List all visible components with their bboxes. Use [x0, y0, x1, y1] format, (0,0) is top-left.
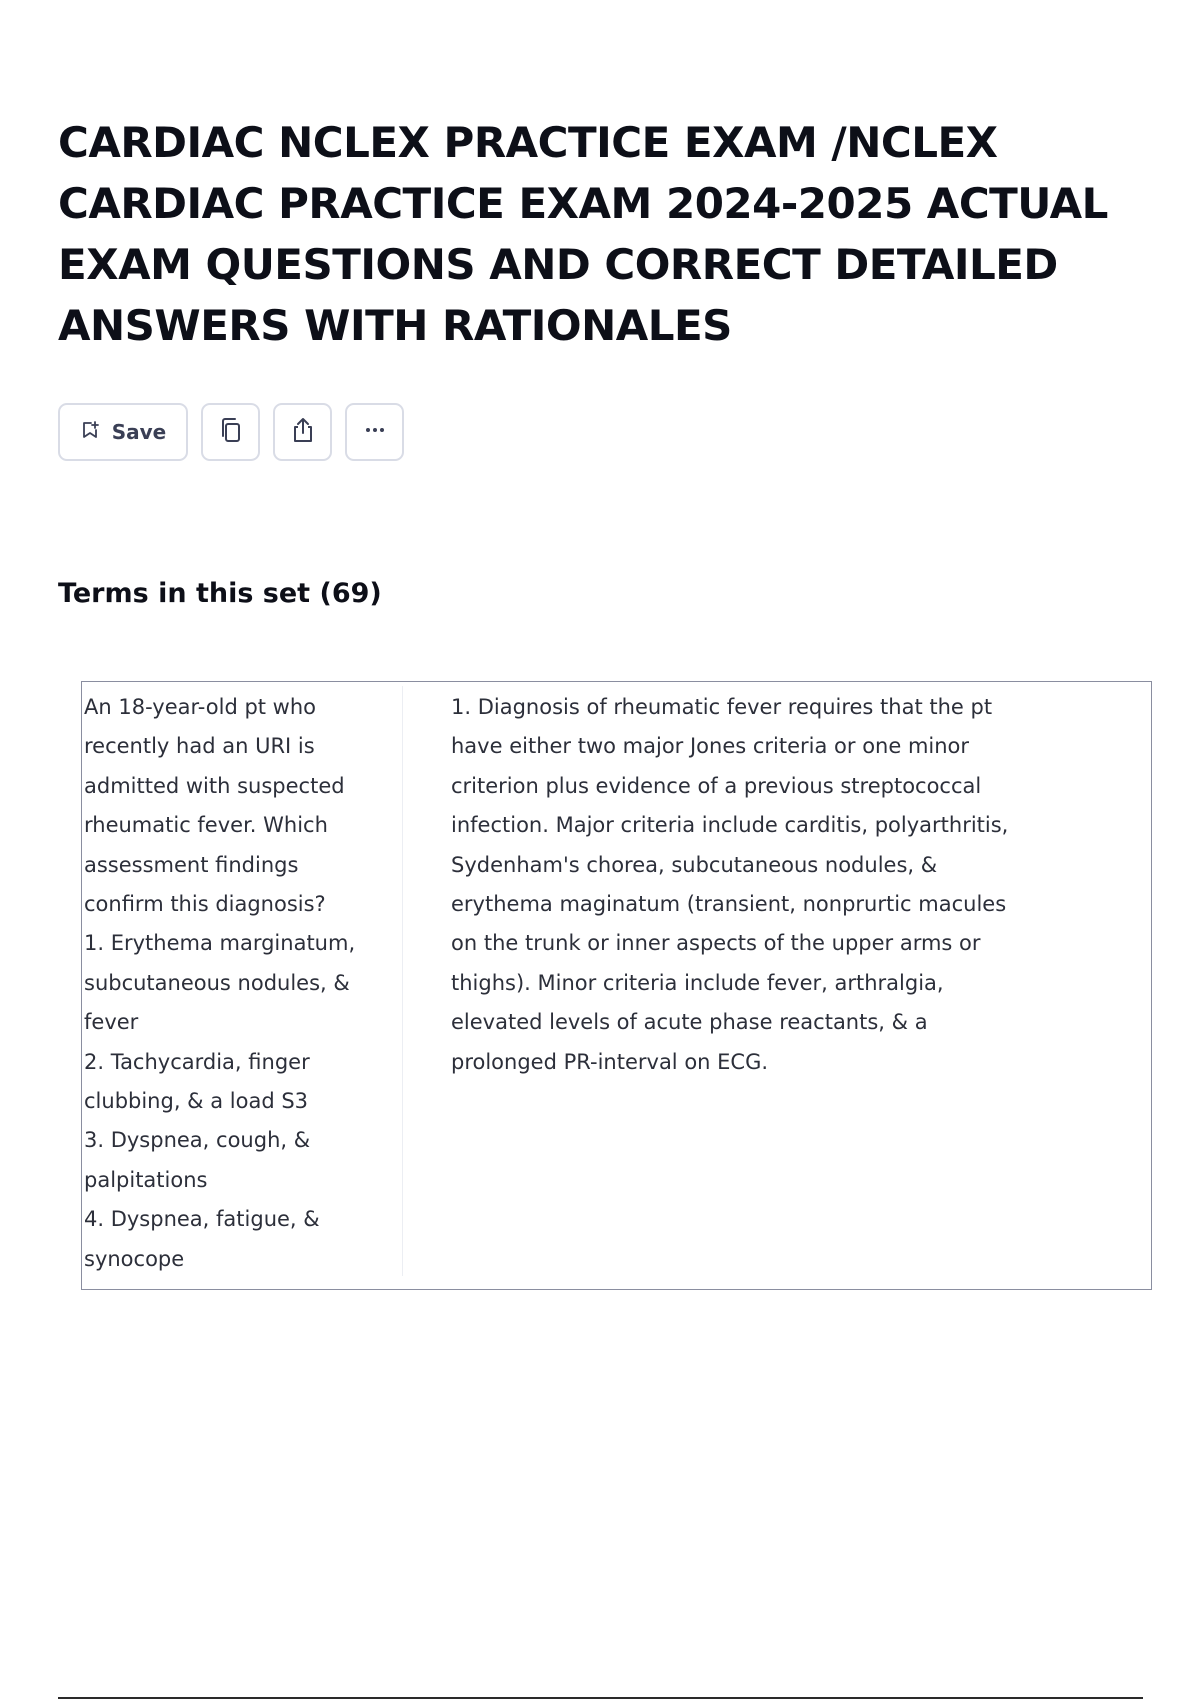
more-options-icon [360, 415, 390, 449]
share-icon [288, 415, 318, 449]
save-bookmark-icon [80, 420, 100, 444]
share-button[interactable] [273, 403, 332, 461]
copy-button[interactable] [201, 403, 260, 461]
save-label: Save [111, 420, 167, 444]
terms-heading: Terms in this set (69) [58, 578, 382, 609]
save-button[interactable] [58, 403, 188, 461]
term-card [81, 681, 1152, 1290]
term-text: An 18-year-old pt who recently had an URI is admitted with suspected rheumatic fever. Which assessment findings confirm this diagnosis? 1. Erythema marginatum, subcutaneous nodules, & fever 2. Tachycardia, finger clubbing, & a load S3 3. Dyspnea, cough, & palpitations 4. Dyspnea, fatigue, & synocope [84, 695, 356, 1271]
more-options-button[interactable] [345, 403, 404, 461]
definition-text: 1. Diagnosis of rheumatic fever requires that the pt have either two major Jones criteria or one minor criterion plus evidence of a previous streptococcal infection. Major criteria include carditis, polyarthritis, Sydenham's chorea, subcutaneous nodules, & erythema maginatum (transient, nonprurtic macules on the trunk or inner aspects of the upper arms or thighs). Minor criteria include fever, arthralgia, elevated levels of acute phase reactants, & a prolonged PR-interval on ECG. [451, 695, 1009, 1074]
bottom-divider [58, 1697, 1143, 1699]
column-divider [402, 686, 403, 1276]
page-title: CARDIAC NCLEX PRACTICE EXAM /NCLEX CARDIAC PRACTICE EXAM 2024-2025 ACTUAL EXAM QUESTIONS AND CORRECT DETAILED ANSWERS WITH RATIONALES [58, 118, 1108, 350]
action-toolbar [58, 403, 404, 461]
copy-icon [216, 415, 246, 449]
